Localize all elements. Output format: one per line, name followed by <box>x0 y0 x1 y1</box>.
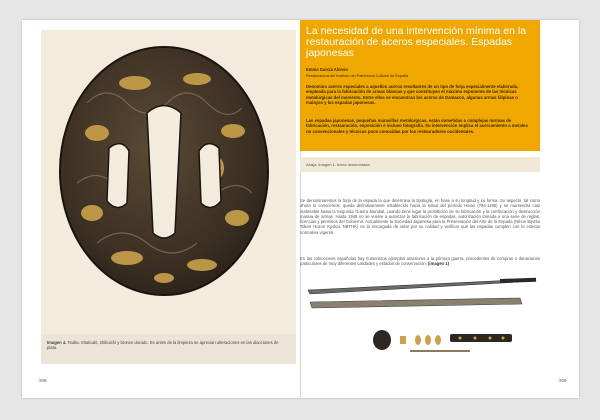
author-name: Emma García Alonso <box>306 67 348 72</box>
caption-label: Imagen 4. <box>47 340 67 345</box>
body-paragraph-2 <box>300 256 540 267</box>
body-paragraph-2-text: En las colecciones españolas hay numerosos ejemplos anteriores a la primera guerra, procedentes de compras o donaciones particulares de muy diferentes calidades y estados de conservación. <box>300 256 540 267</box>
abstract-paragraph-1: Denomino aceros especiales a aquellos aceros resultantes de un tipo de forja especialmente elaborada, empleada para la fabricación de armas blancas y que constituyen el máximo exponente de las técnicas metalúrgicas del momento. Entre ellos se encuentran los aceros de Damasco, algunas armas filipinas o malayas y las espadas japonesas. <box>306 84 519 106</box>
tsuba-image <box>57 43 271 298</box>
body-paragraph-1: Se denominaremos la forja de la espada la que determina la tipología, en base a su longitud y su forma. Su aspecto, tal como ahora lo conocemos, queda definitivamente establecido hacia la mitad del período Heian (794-1185) y se mantendrá casi inalterable hasta la Segunda Guerra Mundial, cuando tiene lugar la prohibición de su fabricación y la confiscación y destrucción masiva de armas. Hasta 1948 no se vuelve a autorizar la fabricación de espadas, autorización tomada a una serie de reglas, licencias y permisos del Gobierno. Actualmente la Sociedad Japonesa para la Preservación del Arte de la Espada (Nihon Bijutsu Token Hozon Kyokai, NBTHK) es la encargada de velar por su calidad y verificar que las espadas cumplen con la estricta normativa vigente. <box>300 198 540 235</box>
abstract-paragraph-2: Las espadas japonesas, pequeñas maravillas metalúrgicas, están sometidas a complejas normas de fabricación, restauración, exposición e incluso fotografía. Su intervención implica el acercamiento a metales no convencionales y técnicas poco conocidas por los restauradores occidentales. <box>306 118 528 134</box>
figure-caption <box>47 340 287 350</box>
author-affiliation: Restauradora del Instituto del Patrimonio Cultural de España <box>306 74 409 78</box>
image-reference: (imagen 1) <box>428 261 449 267</box>
band-caption: Abajo, imagen 1. Arma desmontada. <box>306 162 371 167</box>
page-number-right: 209 <box>559 378 567 383</box>
dismantled-sword-image <box>300 276 540 356</box>
page-number-left: 208 <box>39 378 47 383</box>
article-title: La necesidad de una intervención mínima en la restauración de aceros especiales. Espadas japonesas <box>306 25 527 59</box>
caption-body: Tsuba. Shakudō, shibuichi y bronce dorado. Es antes de la limpieza se aprecian alteraciones en las alacciones de plata. <box>47 340 279 351</box>
